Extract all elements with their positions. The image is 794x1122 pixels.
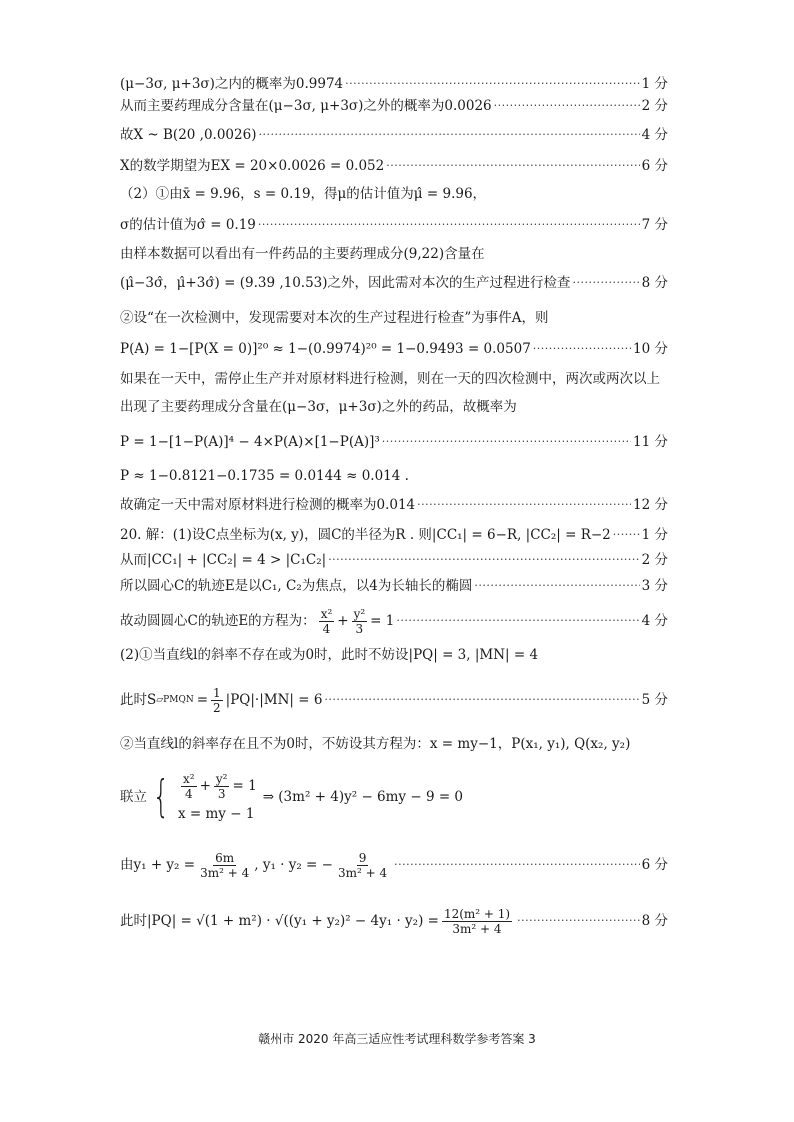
dot-leader <box>396 612 639 630</box>
line-text: P ≈ 1−0.8121−0.1735 = 0.0144 ≈ 0.014 . <box>120 468 409 484</box>
page-footer: 赣州市 2020 年高三适应性考试理科数学参考答案 3 <box>258 1032 536 1046</box>
line-text: 故动圆圆心C的轨迹E的方程为： <box>120 613 316 629</box>
score-points: 2 分 <box>641 552 668 568</box>
score-points: 6 分 <box>641 857 668 873</box>
score-points: 12 分 <box>633 497 668 513</box>
line-text: 20. 解：(1)设C点坐标为(x, y)，圆C的半径为R . 则|CC₁| = 6−R, |CC₂| = R−2 <box>120 527 611 543</box>
equation-rhs: = 1 <box>232 778 257 794</box>
dot-leader <box>417 496 631 514</box>
line-text: P(A) = 1−[P(X = 0)]²⁰ ≈ 1−(0.9974)²⁰ = 1−0.9493 = 0.0507 <box>120 341 531 357</box>
dot-leader <box>474 577 639 595</box>
answer-line <box>120 126 668 144</box>
score-points: 4 分 <box>641 127 668 143</box>
answer-line <box>120 398 668 416</box>
score-points: 2 分 <box>641 98 668 114</box>
denominator: 3 <box>355 621 364 636</box>
answer-line <box>120 735 668 753</box>
line-text: ②当直线l的斜率存在且不为0时，不妨设其方程为：x = my−1，P(x₁, y₁), Q(x₂, y₂) <box>120 736 631 752</box>
score-points: 7 分 <box>641 217 668 233</box>
equals-sign: = <box>196 692 209 708</box>
answer-line <box>120 551 668 569</box>
dot-leader <box>394 856 639 874</box>
answer-line <box>120 577 668 595</box>
area-subscript: ▱PMQN <box>156 695 194 705</box>
pq-prefix: 此时|PQ| = √(1 + m²) · √((y₁ + y₂)² − 4y₁ · y₂) = <box>120 913 439 929</box>
answer-line <box>120 606 668 636</box>
dot-leader <box>345 75 639 93</box>
dot-leader <box>533 340 631 358</box>
dot-leader <box>573 274 640 292</box>
equation-rhs: = 1 <box>370 613 395 629</box>
score-points: 5 分 <box>641 692 668 708</box>
answer-line <box>120 370 668 388</box>
score-points: 4 分 <box>641 613 668 629</box>
dot-leader <box>382 433 631 451</box>
score-points: 8 分 <box>641 275 668 291</box>
numerator: 12(m² + 1) <box>443 906 511 921</box>
fraction <box>211 686 223 715</box>
line-text: 由样本数据可以看出有一件药品的主要药理成分(9,22)含量在 <box>120 246 485 262</box>
numerator: y² <box>215 771 228 786</box>
area-rest: |PQ|·|MN| = 6 <box>225 692 323 708</box>
numerator: 1 <box>213 685 221 700</box>
system-row-2: x = my − 1 <box>178 805 255 822</box>
numerator: y² <box>353 606 366 621</box>
area-prefix: 此时S <box>120 692 157 708</box>
answer-line <box>120 309 668 327</box>
denominator: 3m² + 4 <box>200 865 250 880</box>
vieta-mid: , y₁ · y₂ = − <box>254 857 333 873</box>
dot-leader <box>258 126 639 144</box>
denominator: 3m² + 4 <box>452 921 502 936</box>
answer-line <box>120 496 668 514</box>
line-text: 故X ~ B(20 ,0.0026) <box>120 127 257 143</box>
numerator: 9 <box>358 850 367 865</box>
vieta-prefix: 由y₁ + y₂ = <box>120 857 196 873</box>
answer-line <box>120 467 668 485</box>
denominator: 4 <box>322 621 331 636</box>
line-text: (μ̂−3σ̂，μ̂+3σ̂) = (9.39 ,10.53)之外，因此需对本次的生产过程进行检查 <box>120 275 571 291</box>
fraction <box>319 607 335 636</box>
score-points: 3 分 <box>641 578 668 594</box>
line-text: 从而|CC₁| + |CC₂| = 4 > |C₁C₂| <box>120 552 327 568</box>
line-text: P = 1−[1−P(A)]⁴ − 4×P(A)×[1−P(A)]³ <box>120 434 380 450</box>
line-text: 出现了主要药理成分含量在(μ−3σ，μ+3σ)之外的药品，故概率为 <box>120 399 517 415</box>
system-rows <box>178 772 257 823</box>
answer-line <box>120 216 668 234</box>
fraction <box>352 607 368 636</box>
answer-line <box>120 526 668 544</box>
line-text: σ的估计值为σ̂ = 0.19 <box>120 217 256 233</box>
fraction <box>198 851 251 880</box>
plus-sign: + <box>199 778 211 794</box>
denominator: 3 <box>217 786 226 801</box>
answer-line <box>120 245 668 263</box>
answer-line <box>120 847 668 883</box>
fraction <box>181 772 197 801</box>
system-result: ⇒ (3m² + 4)y² − 6my − 9 = 0 <box>262 789 464 805</box>
equation-system <box>120 766 668 828</box>
system-row-1 <box>178 772 257 801</box>
numerator: x² <box>320 606 333 621</box>
answer-line <box>120 274 668 292</box>
line-text: 故确定一天中需对原材料进行检测的概率为0.014 <box>120 497 416 513</box>
line-text: 所以圆心C的轨迹E是以C₁, C₂为焦点，以4为长轴长的椭圆 <box>120 578 473 594</box>
answer-line <box>120 75 668 93</box>
score-points: 11 分 <box>633 434 668 450</box>
dot-leader <box>517 912 640 930</box>
answer-line <box>120 684 668 716</box>
denominator: 3m² + 4 <box>337 865 388 880</box>
dot-leader <box>328 551 639 569</box>
score-points: 1 分 <box>641 76 668 92</box>
system-label: 联立 <box>120 789 147 805</box>
system-block <box>147 772 257 823</box>
fraction <box>214 772 230 801</box>
score-points: 6 分 <box>641 158 668 174</box>
answer-line <box>120 646 668 664</box>
answer-line <box>120 903 668 939</box>
answer-line <box>120 340 668 358</box>
fraction <box>336 851 389 880</box>
denominator: 2 <box>213 700 221 715</box>
plus-sign: + <box>337 613 349 629</box>
line-text: ②设“在一次检测中，发现需要对本次的生产过程进行检查”为事件A，则 <box>120 310 549 326</box>
dot-leader <box>494 97 640 115</box>
line-text: 如果在一天中，需停止生产并对原材料进行检测，则在一天的四次检测中，两次或两次以上 <box>120 371 660 387</box>
denominator: 4 <box>184 786 193 801</box>
score-points: 10 分 <box>633 341 668 357</box>
numerator: x² <box>183 771 195 786</box>
line-text: (μ−3σ, μ+3σ)之内的概率为0.9974 <box>120 76 344 92</box>
left-brace-icon: { <box>152 771 170 822</box>
line-text: (2)①当直线l的斜率不存在或为0时，此时不妨设|PQ| = 3, |MN| = 4 <box>120 647 539 663</box>
dot-leader <box>386 157 639 175</box>
score-points: 1 分 <box>641 527 668 543</box>
line-text: 从而主要药理成分含量在(μ−3σ, μ+3σ)之外的概率为0.0026 <box>120 98 492 114</box>
answer-line <box>120 433 668 451</box>
dot-leader <box>324 691 639 709</box>
answer-line <box>120 157 668 175</box>
answer-line <box>120 185 668 203</box>
numerator: 6m <box>215 850 235 865</box>
dot-leader <box>613 526 640 544</box>
answer-line <box>120 97 668 115</box>
line-text: X的数学期望为EX = 20×0.0026 = 0.052 <box>120 158 385 174</box>
line-text: （2）①由x̄ = 9.96，s = 0.19，得μ的估计值为μ̂ = 9.96， <box>120 186 487 202</box>
score-points: 8 分 <box>641 913 668 929</box>
fraction <box>442 907 512 936</box>
dot-leader <box>258 216 640 234</box>
